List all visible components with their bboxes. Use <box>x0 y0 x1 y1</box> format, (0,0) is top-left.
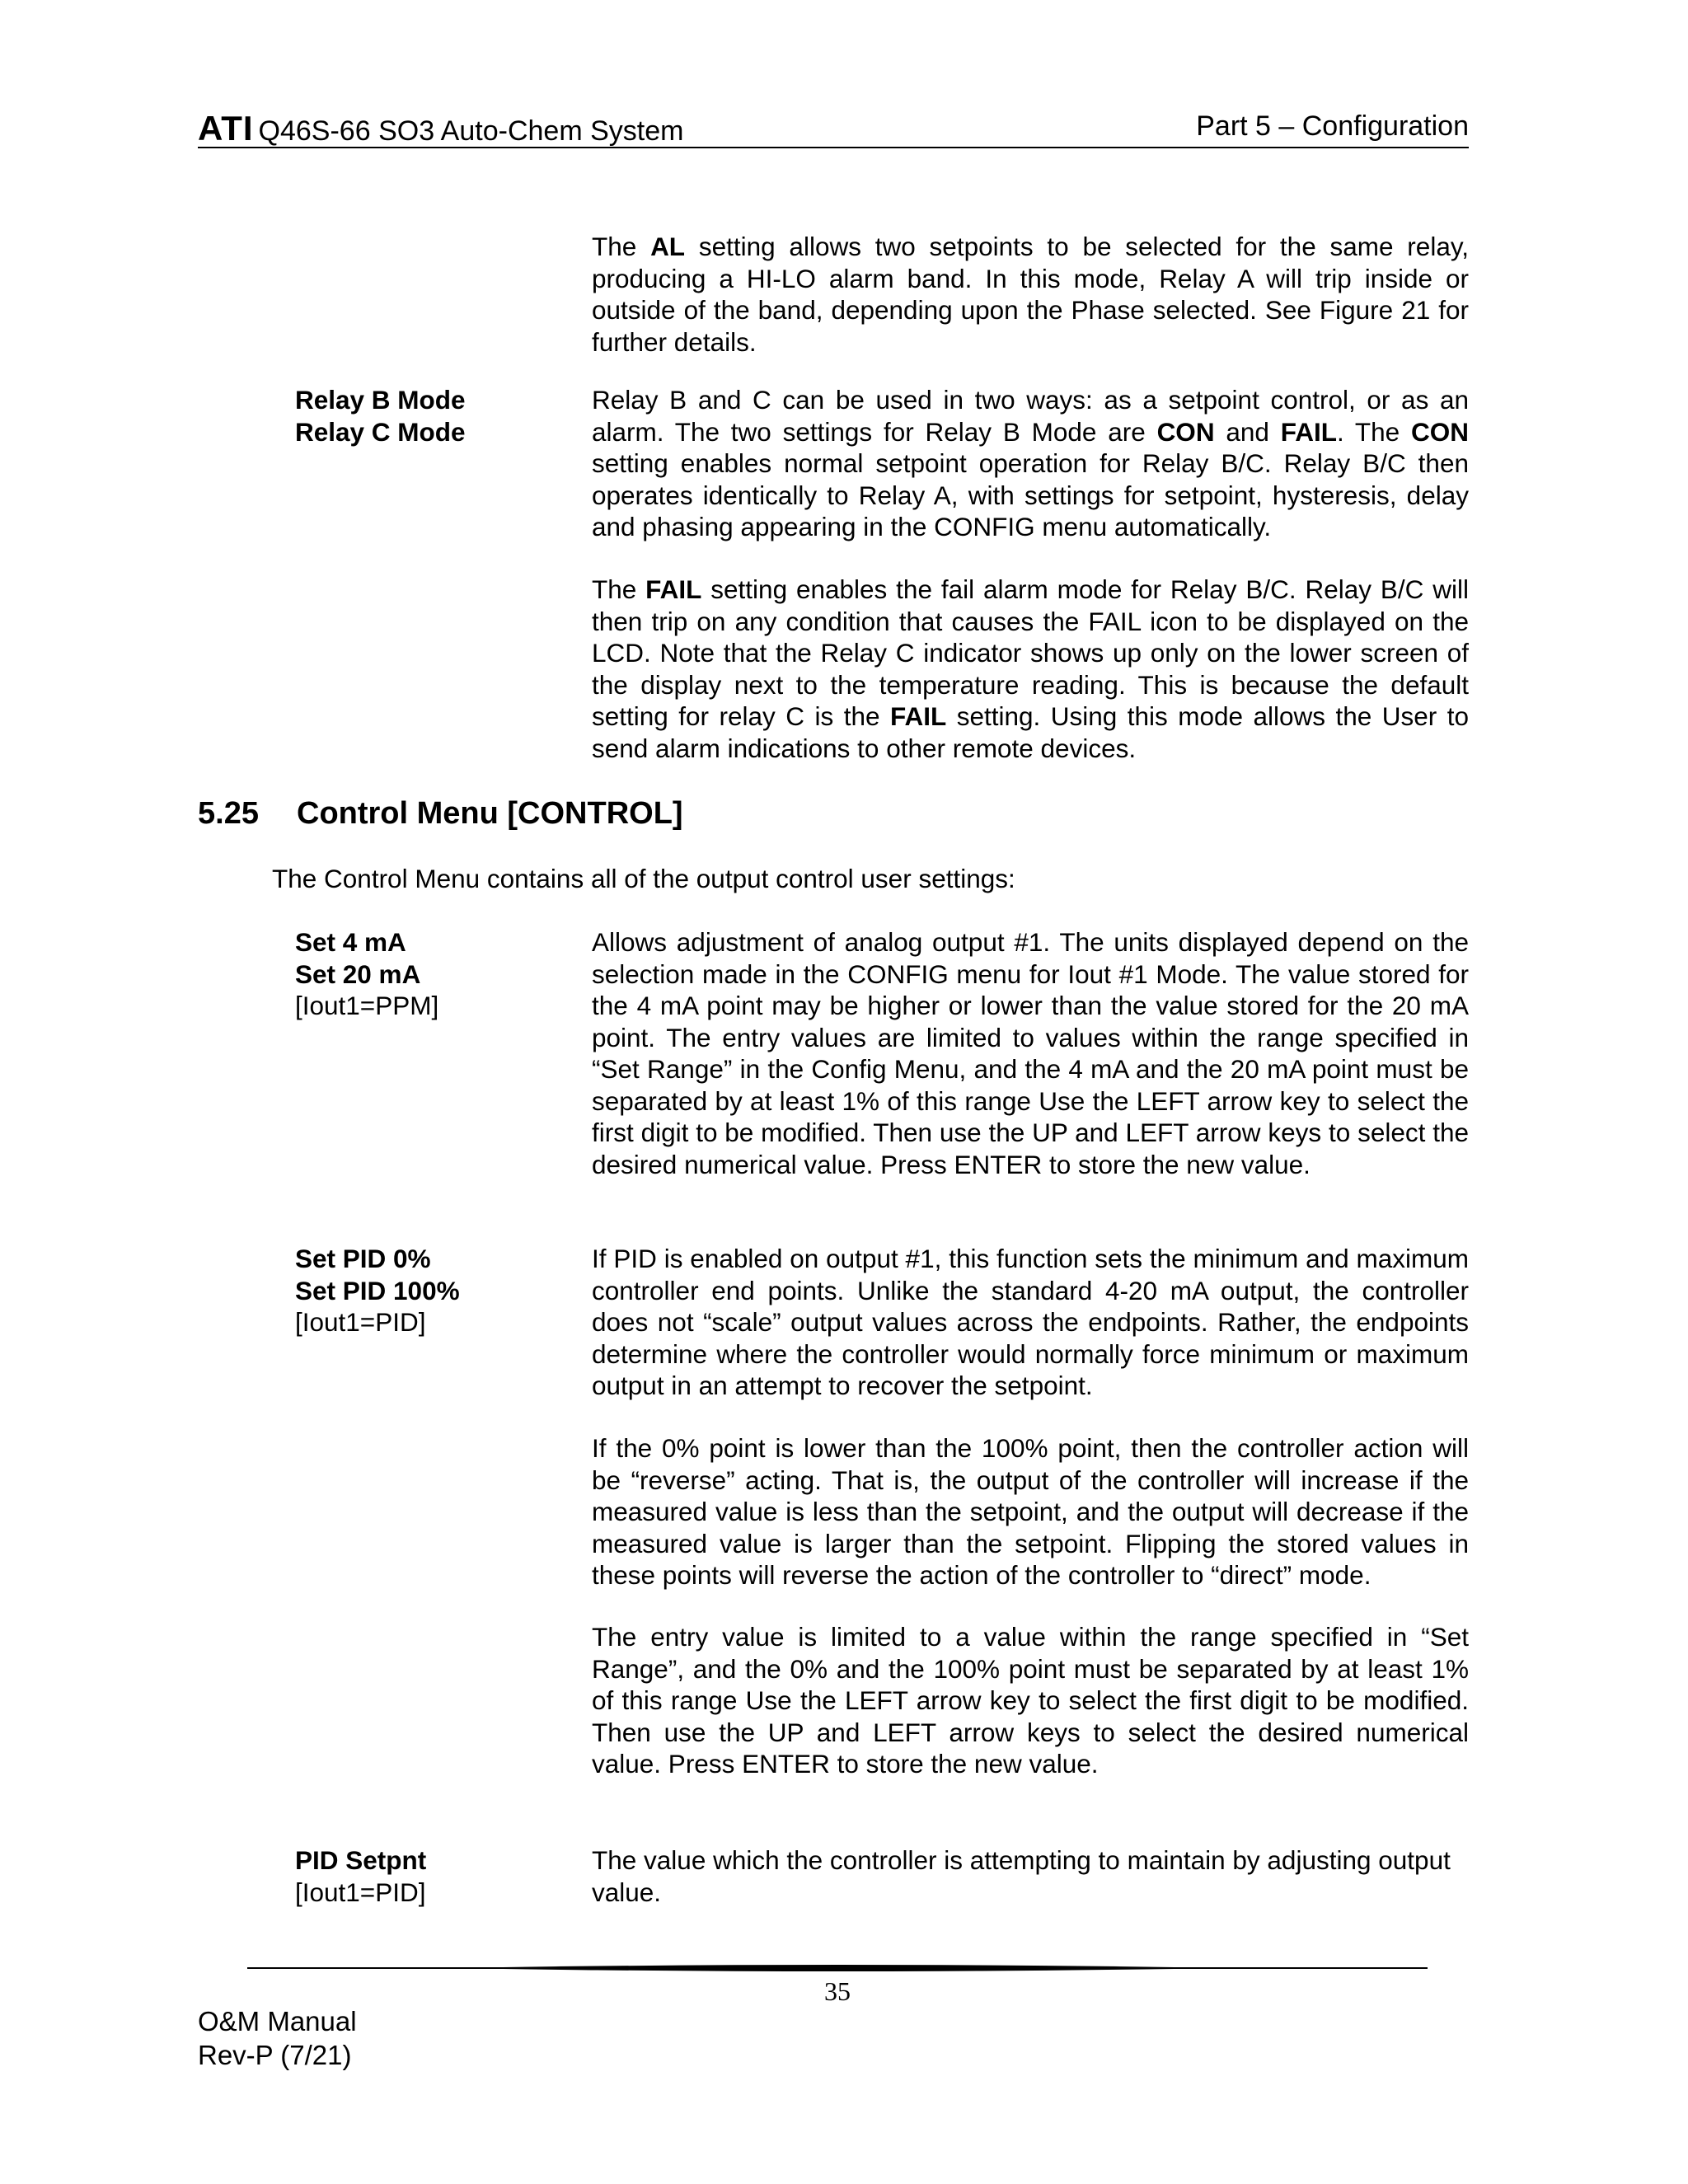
relay-bc-description <box>592 384 1469 543</box>
term-condition: [Iout1=PID] <box>295 1307 426 1337</box>
section-label: Part 5 – Configuration <box>1196 110 1469 142</box>
term-condition: [Iout1=PID] <box>295 1877 426 1907</box>
term-set-20ma: Set 20 mA <box>295 958 421 989</box>
term-relay-b-mode: Relay B Mode <box>295 385 466 415</box>
set-ma-terms <box>295 926 575 1022</box>
term-set-4ma: Set 4 mA <box>295 927 406 957</box>
set-ma-paragraph: Allows adjustment of analog output #1. The units displayed depend on the selection made in the CONFIG menu for Iout #1 Mode. The value stored for the 4 mA point may be higher or lower than the value stored for the 20 mA point. The entry values are limited to values within the range specified in “Set Range” in the Config Menu, and the 4 mA and the 20 mA point must be separated by at least 1% of this range Use the LEFT arrow key to select the first digit to be modified. Then use the UP and LEFT arrow keys to select the desired numerical value. Press ENTER to store the new value. <box>592 927 1469 1179</box>
footer-info <box>198 2004 357 2072</box>
pid-setpnt-paragraph: The value which the controller is attempting to maintain by adjusting output value. <box>592 1845 1451 1907</box>
revision-label: Rev-P (7/21) <box>198 2040 352 2070</box>
term-set-pid-100: Set PID 100% <box>295 1275 460 1305</box>
set-pid-terms <box>295 1243 575 1338</box>
set-pid-paragraph-2: If the 0% point is lower than the 100% point, then the controller action will be “reverse” acting. That is, the output of the controller will increase if the measured value is less than the setpoint, and the output will decrease if the measured value is larger than the setpoint. Flipping the stored values in these points will reverse the action of the controller to “direct” mode. <box>592 1433 1469 1590</box>
set-pid-range-description <box>592 1621 1469 1780</box>
pid-setpnt-description <box>592 1844 1469 1908</box>
section-heading <box>198 796 683 832</box>
set-pid-description <box>592 1243 1469 1402</box>
set-pid-paragraph-1: If PID is enabled on output #1, this function sets the minimum and maximum controller end points. Unlike the standard 4-20 mA output, the controller does not “scale” output values across the endpoints. Rather, the endpoints determine where the controller would normally force minimum or maximum output in an attempt to recover the setpoint. <box>592 1244 1469 1400</box>
relay-bc-paragraph-2: The FAIL setting enables the fail alarm mode for Relay B/C. Relay B/C will then trip on any condition that causes the FAIL icon to be displayed on the LCD. Note that the Relay C indicator shows up only on the lower screen of the display next to the temperature reading. This is because the default setting for relay C is the FAIL setting. Using this mode allows the User to send alarm indications to other remote devices. <box>592 574 1469 763</box>
section-intro: The Control Menu contains all of the output control user settings: <box>272 864 1015 893</box>
term-relay-c-mode: Relay C Mode <box>295 416 466 447</box>
set-pid-paragraph-3: The entry value is limited to a value within the range specified in “Set Range”, and the 0% and the 100% point must be separated by at least 1% of this range Use the LEFT arrow key to select the first digit to be modified. Then use the UP and LEFT arrow keys to select the desired numerical value. Press ENTER to store the new value. <box>592 1622 1469 1779</box>
section-number: 5.25 <box>198 796 259 831</box>
al-setting-description <box>592 231 1469 358</box>
term-pid-setpnt: PID Setpnt <box>295 1845 427 1875</box>
document-header-title <box>198 109 683 148</box>
relay-bc-paragraph-1: Relay B and C can be used in two ways: as a setpoint control, or as an alarm. The two settings for Relay B Mode are CON and FAIL. The CON setting enables normal setpoint operation for Relay B/C. Relay B/C then operates identically to Relay A, with settings for setpoint, hysteresis, delay and phasing appearing in the CONFIG menu automatically. <box>592 385 1469 541</box>
term-set-pid-0: Set PID 0% <box>295 1244 431 1273</box>
product-title: Q46S-66 SO3 Auto-Chem System <box>258 115 684 147</box>
term-condition: [Iout1=PPM] <box>295 991 439 1020</box>
page-number: 35 <box>824 1976 851 2006</box>
relay-bc-fail-description <box>592 574 1469 764</box>
pid-setpnt-terms <box>295 1844 575 1908</box>
relay-bc-terms <box>295 384 575 448</box>
brand-logo-text: ATI <box>198 109 254 148</box>
header-divider <box>198 147 1469 148</box>
manual-name: O&M Manual <box>198 2006 357 2036</box>
footer-divider <box>247 1963 1428 1973</box>
set-ma-description <box>592 926 1469 1180</box>
set-pid-reverse-description <box>592 1432 1469 1591</box>
section-title: Control Menu [CONTROL] <box>297 796 683 831</box>
al-paragraph: The AL setting allows two setpoints to be selected for the same relay, producing a HI-LO alarm band. In this mode, Relay A will trip inside or outside of the band, depending upon the Phase selected. See Figure 21 for further details. <box>592 232 1469 357</box>
